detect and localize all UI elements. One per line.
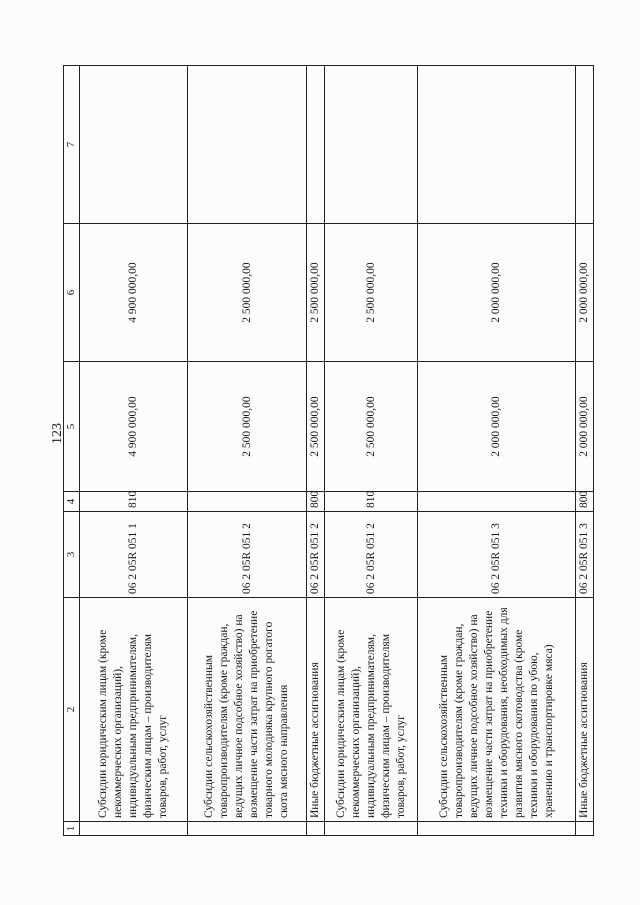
row-value-5: 2 000 000,00 [418, 362, 576, 492]
row-expense-type [418, 492, 576, 512]
row-value-6: 2 000 000,00 [418, 224, 576, 362]
row-name: Иные бюджетные ассигнования [576, 598, 594, 822]
row-target-code: 06 2 05R 051 2 [188, 512, 307, 598]
row-value-5: 2 500 000,00 [188, 362, 307, 492]
rotated-content [63, 0, 590, 836]
column-header-2: 2 [64, 598, 80, 822]
table-row [325, 66, 418, 836]
row-value-5: 2 500 000,00 [307, 362, 325, 492]
row-value-6: 2 500 000,00 [325, 224, 418, 362]
row-value-7 [418, 66, 576, 224]
row-target-code: 06 2 05R 051 1 [80, 512, 188, 598]
budget-table [63, 65, 594, 836]
table-row [418, 66, 576, 836]
row-target-code: 06 2 05R 051 3 [576, 512, 594, 598]
row-index-cell [576, 822, 594, 836]
table-row [576, 66, 594, 836]
row-expense-type: 810 [325, 492, 418, 512]
row-index-cell [418, 822, 576, 836]
row-value-7 [80, 66, 188, 224]
table-row [307, 66, 325, 836]
row-target-code: 06 2 05R 051 2 [325, 512, 418, 598]
row-expense-type: 800 [307, 492, 325, 512]
row-value-7 [188, 66, 307, 224]
row-name: Субсидии юридическим лицам (кроме некоммерческих организаций), индивидуальным предпринимателям, физическим лицам – производителям товаров, работ, услуг [325, 598, 418, 822]
row-name: Субсидии сельскохозяйственным товаропроизводителям (кроме граждан, ведущих личное подсобное хозяйство) на возмещение части затрат на приобретение техники и оборудования, необходимых для развития мясного скотоводства (кроме техники и оборудования по убою, хранению и транспортировке мяса) [418, 598, 576, 822]
page-number: 123 [50, 423, 65, 444]
column-header-6: 6 [64, 224, 80, 362]
row-value-7 [325, 66, 418, 224]
table-row [188, 66, 307, 836]
row-value-6: 2 500 000,00 [188, 224, 307, 362]
column-header-5: 5 [64, 362, 80, 492]
row-index-cell [325, 822, 418, 836]
row-value-5: 2 000 000,00 [576, 362, 594, 492]
table-row [80, 66, 188, 836]
column-number-row [64, 66, 80, 836]
row-value-7 [576, 66, 594, 224]
column-header-7: 7 [64, 66, 80, 224]
row-expense-type: 810 [80, 492, 188, 512]
row-expense-type: 800 [576, 492, 594, 512]
row-value-5: 2 500 000,00 [325, 362, 418, 492]
column-header-1: 1 [64, 822, 80, 836]
row-index-cell [188, 822, 307, 836]
row-value-6: 2 500 000,00 [307, 224, 325, 362]
row-index-cell [80, 822, 188, 836]
row-value-6: 2 000 000,00 [576, 224, 594, 362]
row-name: Иные бюджетные ассигнования [307, 598, 325, 822]
row-expense-type [188, 492, 307, 512]
column-header-3: 3 [64, 512, 80, 598]
row-value-5: 4 900 000,00 [80, 362, 188, 492]
row-target-code: 06 2 05R 051 2 [307, 512, 325, 598]
column-header-4: 4 [64, 492, 80, 512]
row-target-code: 06 2 05R 051 3 [418, 512, 576, 598]
row-name: Субсидии сельскохозяйственным товаропроизводителям (кроме граждан, ведущих личное подсобное хозяйство) на возмещение части затрат на приобретение товарного молодняка крупного рогатого скота мясного направления [188, 598, 307, 822]
row-value-6: 4 900 000,00 [80, 224, 188, 362]
row-value-7 [307, 66, 325, 224]
row-name: Субсидии юридическим лицам (кроме некоммерческих организаций), индивидуальным предпринимателям, физическим лицам – производителям товаров, работ, услуг [80, 598, 188, 822]
row-index-cell [307, 822, 325, 836]
